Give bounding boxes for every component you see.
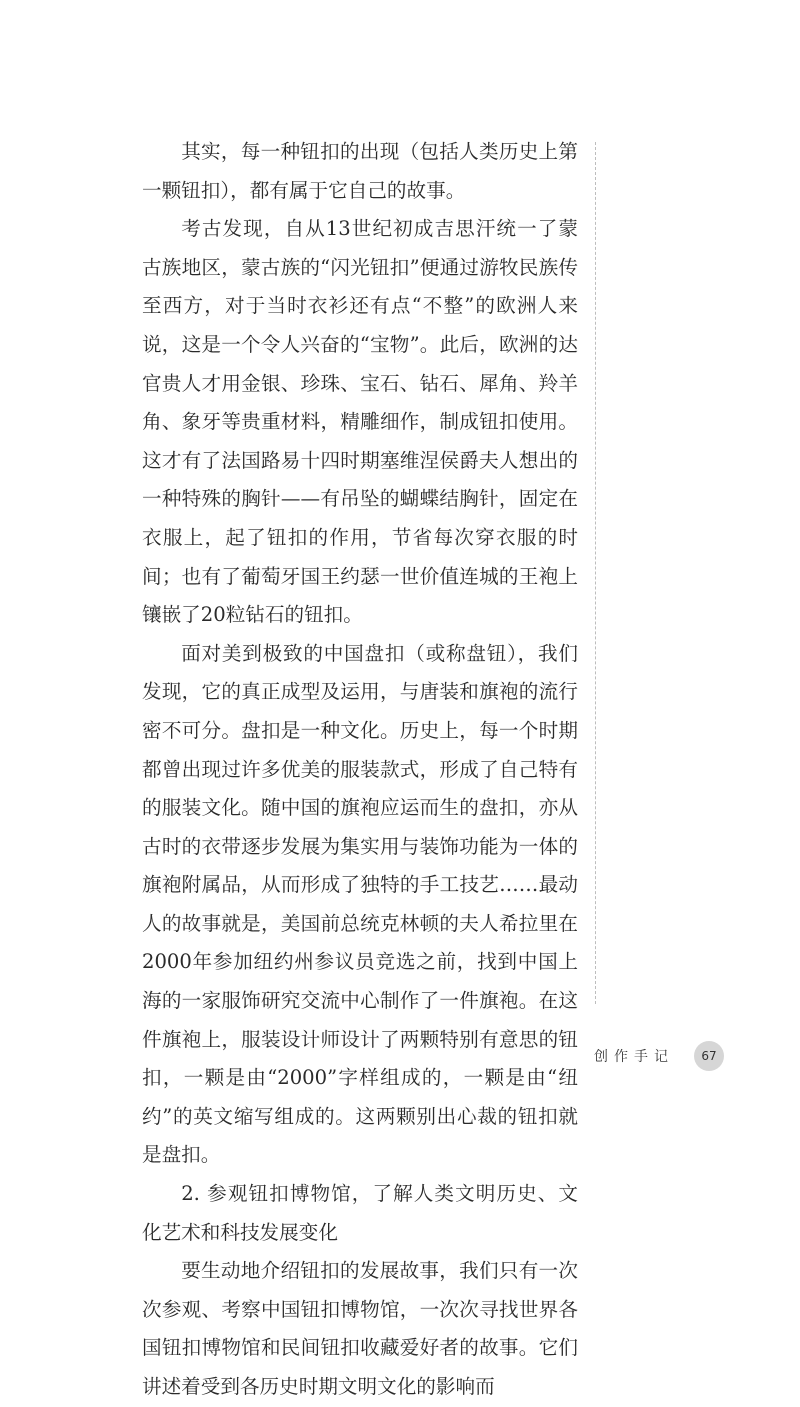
paragraph-chinese-knot-buttons: 面对美到极致的中国盘扣（或称盘钮），我们发现，它的真正成型及运用，与唐装和旗袍的流行密不可分。盘扣是一种文化。历史上，每一个时期都曾出现过许多优美的服装款式，形成了自己特有的服装文化。随中国的旗袍应运而生的盘扣，亦从古时的衣带逐步发展为集实用与装饰功能为一体的旗袍附属品，从而形成了独特的手工技艺……最动人的故事就是，美国前总统克林顿的夫人希拉里在2000年参加纽约州参议员竞选之前，找到中国上海的一家服饰研究交流中心制作了一件旗袍。在这件旗袍上，服装设计师设计了两颗特别有意思的钮扣，一颗是由“2000”字样组成的，一颗是由“纽约”的英文缩写组成的。这两颗别出心裁的钮扣就是盘扣。 — [142, 641, 578, 1167]
section-heading-museum: 2. 参观钮扣博物馆，了解人类文明历史、文化艺术和科技发展变化 — [142, 1182, 578, 1244]
margin-dashed-rule — [595, 142, 596, 1004]
body-text — [142, 133, 578, 1407]
paragraph-intro: 其实，每一种钮扣的出现（包括人类历史上第一颗钮扣），都有属于它自己的故事。 — [142, 140, 578, 202]
page-number-badge: 67 — [694, 1041, 724, 1071]
page-footer — [594, 1043, 724, 1069]
paragraph-museum: 要生动地介绍钮扣的发展故事，我们只有一次次参观、考察中国钮扣博物馆，一次次寻找世界各国钮扣博物馆和民间钮扣收藏爱好者的故事。它们讲述着受到各历史时期文明文化的影响而 — [142, 1259, 578, 1398]
section-label: 创作手记 — [594, 1049, 674, 1065]
paragraph-mongol-buttons: 考古发现，自从13世纪初成吉思汗统一了蒙古族地区，蒙古族的“闪光钮扣”便通过游牧民族传至西方，对于当时衣衫还有点“不整”的欧洲人来说，这是一个令人兴奋的“宝物”。此后，欧洲的达官贵人才用金银、珍珠、宝石、钻石、犀角、羚羊角、象牙等贵重材料，精雕细作，制成钮扣使用。这才有了法国路易十四时期塞维涅侯爵夫人想出的一种特殊的胸针——有吊坠的蝴蝶结胸针，固定在衣服上，起了钮扣的作用，节省每次穿衣服的时间；也有了葡萄牙国王约瑟一世价值连城的王袍上镶嵌了20粒钻石的钮扣。 — [142, 217, 578, 627]
